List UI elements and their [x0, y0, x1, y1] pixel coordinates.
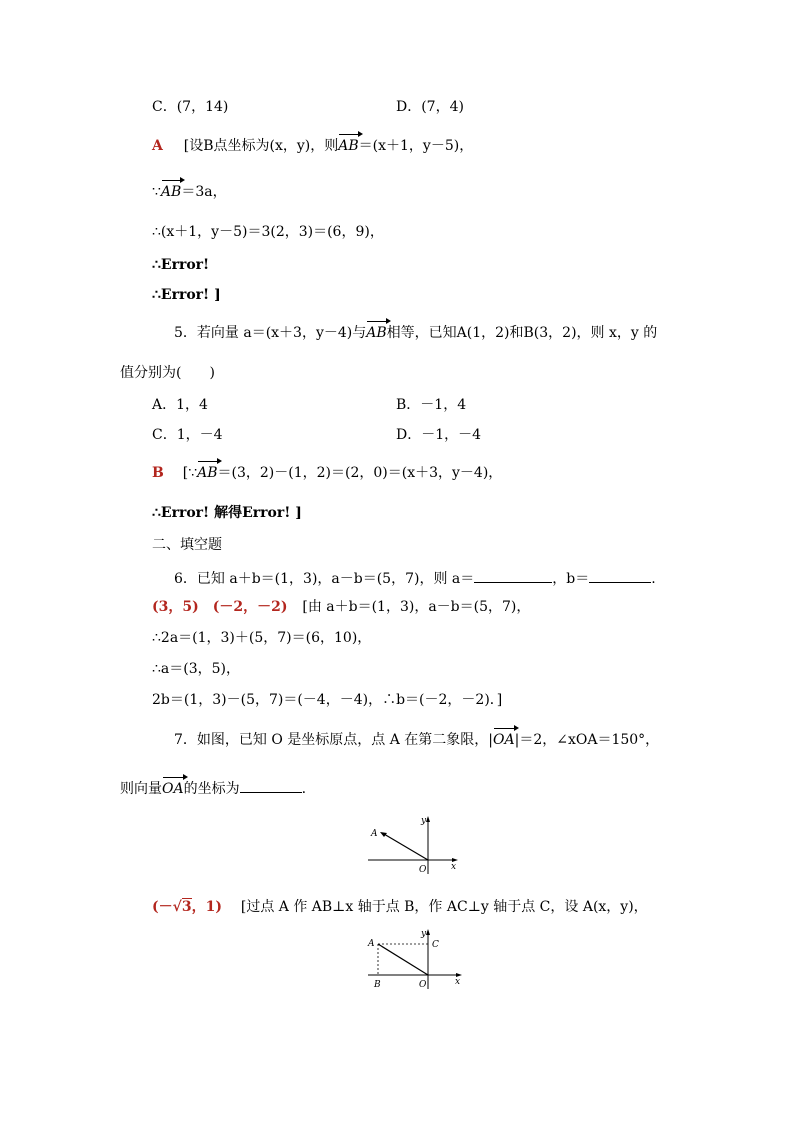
q4-solution-text-c: ＝3a，: [181, 184, 227, 200]
q7-answer-b: ，1): [191, 899, 222, 915]
q7-solution-text: [过点 A 作 AB⊥x 轴于点 B，作 AC⊥y 轴于点 C，设 A(x，y)，: [240, 899, 648, 915]
label-a: A: [368, 939, 375, 949]
vector-ab: AB: [197, 465, 218, 481]
section-heading: 二、填空题: [152, 537, 222, 553]
q7-answer: [152, 898, 222, 915]
because-symbol: ∵: [152, 184, 161, 200]
vector-ab: AB: [338, 138, 359, 154]
q6-solution-line1: [152, 598, 530, 616]
label-o: O: [419, 865, 427, 875]
q4-solution-line5: ∴Error! ]: [152, 287, 221, 303]
answer-blank[interactable]: [240, 778, 302, 793]
label-y: y: [421, 816, 427, 826]
q7-stem-line2: [120, 778, 306, 798]
q4-answer-letter: A: [152, 138, 163, 154]
q6-stem-b: ，b＝: [552, 571, 590, 587]
q5-stem-line1: [174, 324, 657, 342]
figure-coordinate-projection: [366, 925, 466, 993]
answer-blank[interactable]: [474, 568, 552, 583]
label-y: y: [421, 929, 427, 939]
q6-stem-a: 6．已知 a＋b＝(1，3)，a－b＝(5，7)，则 a＝: [174, 571, 475, 587]
vector-ab: AB: [366, 325, 387, 341]
label-b: B: [374, 980, 381, 990]
label-x: x: [451, 862, 457, 872]
q7-solution-line1: [152, 898, 648, 916]
q6-answer: (3，5) (－2，－2): [152, 599, 288, 615]
q7-stem-a: 7．如图，已知 O 是坐标原点，点 A 在第二象限，|: [174, 732, 494, 748]
label-x: x: [455, 977, 461, 987]
q4-option-c: C．(7，14): [152, 99, 229, 115]
q4-solution-text: [设B点坐标为(x，y)，则: [183, 138, 339, 154]
label-a: A: [371, 829, 378, 839]
vector-oa: OA: [493, 732, 515, 748]
q5-option-d: D．－1，－4: [396, 427, 482, 443]
q7-answer-a: (－: [152, 899, 173, 915]
q7-stem-line1: [174, 731, 659, 749]
q5-solution-line1: [152, 464, 502, 482]
q5-solution-a: [∵: [182, 465, 198, 481]
q4-solution-line1: [152, 137, 473, 155]
q7-stem2-c: .: [301, 781, 307, 797]
label-o: O: [419, 980, 427, 990]
label-c: C: [432, 940, 439, 950]
q6-solution-a: [由 a＋b＝(1，3)，a－b＝(5，7)，: [302, 599, 531, 615]
q6-stem: [174, 568, 656, 588]
q5-answer-letter: B: [152, 465, 164, 481]
q5-option-c: C．1，－4: [152, 427, 223, 443]
q6-solution-line4: 2b＝(1，3)－(5，7)＝(－4，－4)，∴b＝(－2，－2)．]: [152, 692, 503, 708]
q7-stem-b: |＝2，∠xOA＝150°，: [514, 732, 660, 748]
q6-solution-line3: ∴a＝(3，5)，: [152, 661, 240, 677]
q6-solution-line2: ∴2a＝(1，3)＋(5，7)＝(6，10)，: [152, 630, 372, 646]
q7-stem2-a: 则向量: [120, 781, 162, 797]
q5-option-a: A．1，4: [152, 397, 208, 413]
figure-coordinate-vector: [366, 812, 462, 878]
sqrt-sign: √: [172, 899, 182, 915]
q5-stem-b: 相等，已知A(1，2)和B(3，2)，则 x，y 的: [386, 325, 658, 341]
q5-stem-a: 5．若向量 a＝(x＋3，y－4)与: [174, 325, 367, 341]
q4-solution-text-b: ＝(x＋1，y－5)，: [358, 138, 474, 154]
q4-solution-line3: ∴(x＋1，y－5)＝3(2，3)＝(6，9)，: [152, 224, 384, 240]
q4-solution-line2: [152, 183, 227, 201]
vector-oa: OA: [162, 781, 184, 797]
q5-stem-line2: 值分别为( ): [120, 365, 215, 381]
vector-ab: AB: [160, 184, 182, 200]
q6-stem-c: .: [651, 571, 656, 587]
q4-solution-line4: ∴Error!: [152, 257, 210, 273]
answer-blank[interactable]: [589, 568, 651, 583]
q7-stem2-b: 的坐标为: [183, 781, 240, 797]
q4-option-d: D．(7，4): [396, 99, 464, 115]
sqrt-radicand: 3: [181, 899, 192, 915]
q5-solution-line2: ∴Error! 解得Error! ]: [152, 505, 302, 521]
q5-solution-b: ＝(3，2)－(1，2)＝(2，0)＝(x＋3，y－4)，: [217, 465, 503, 481]
q5-option-b: B．－1，4: [396, 397, 467, 413]
